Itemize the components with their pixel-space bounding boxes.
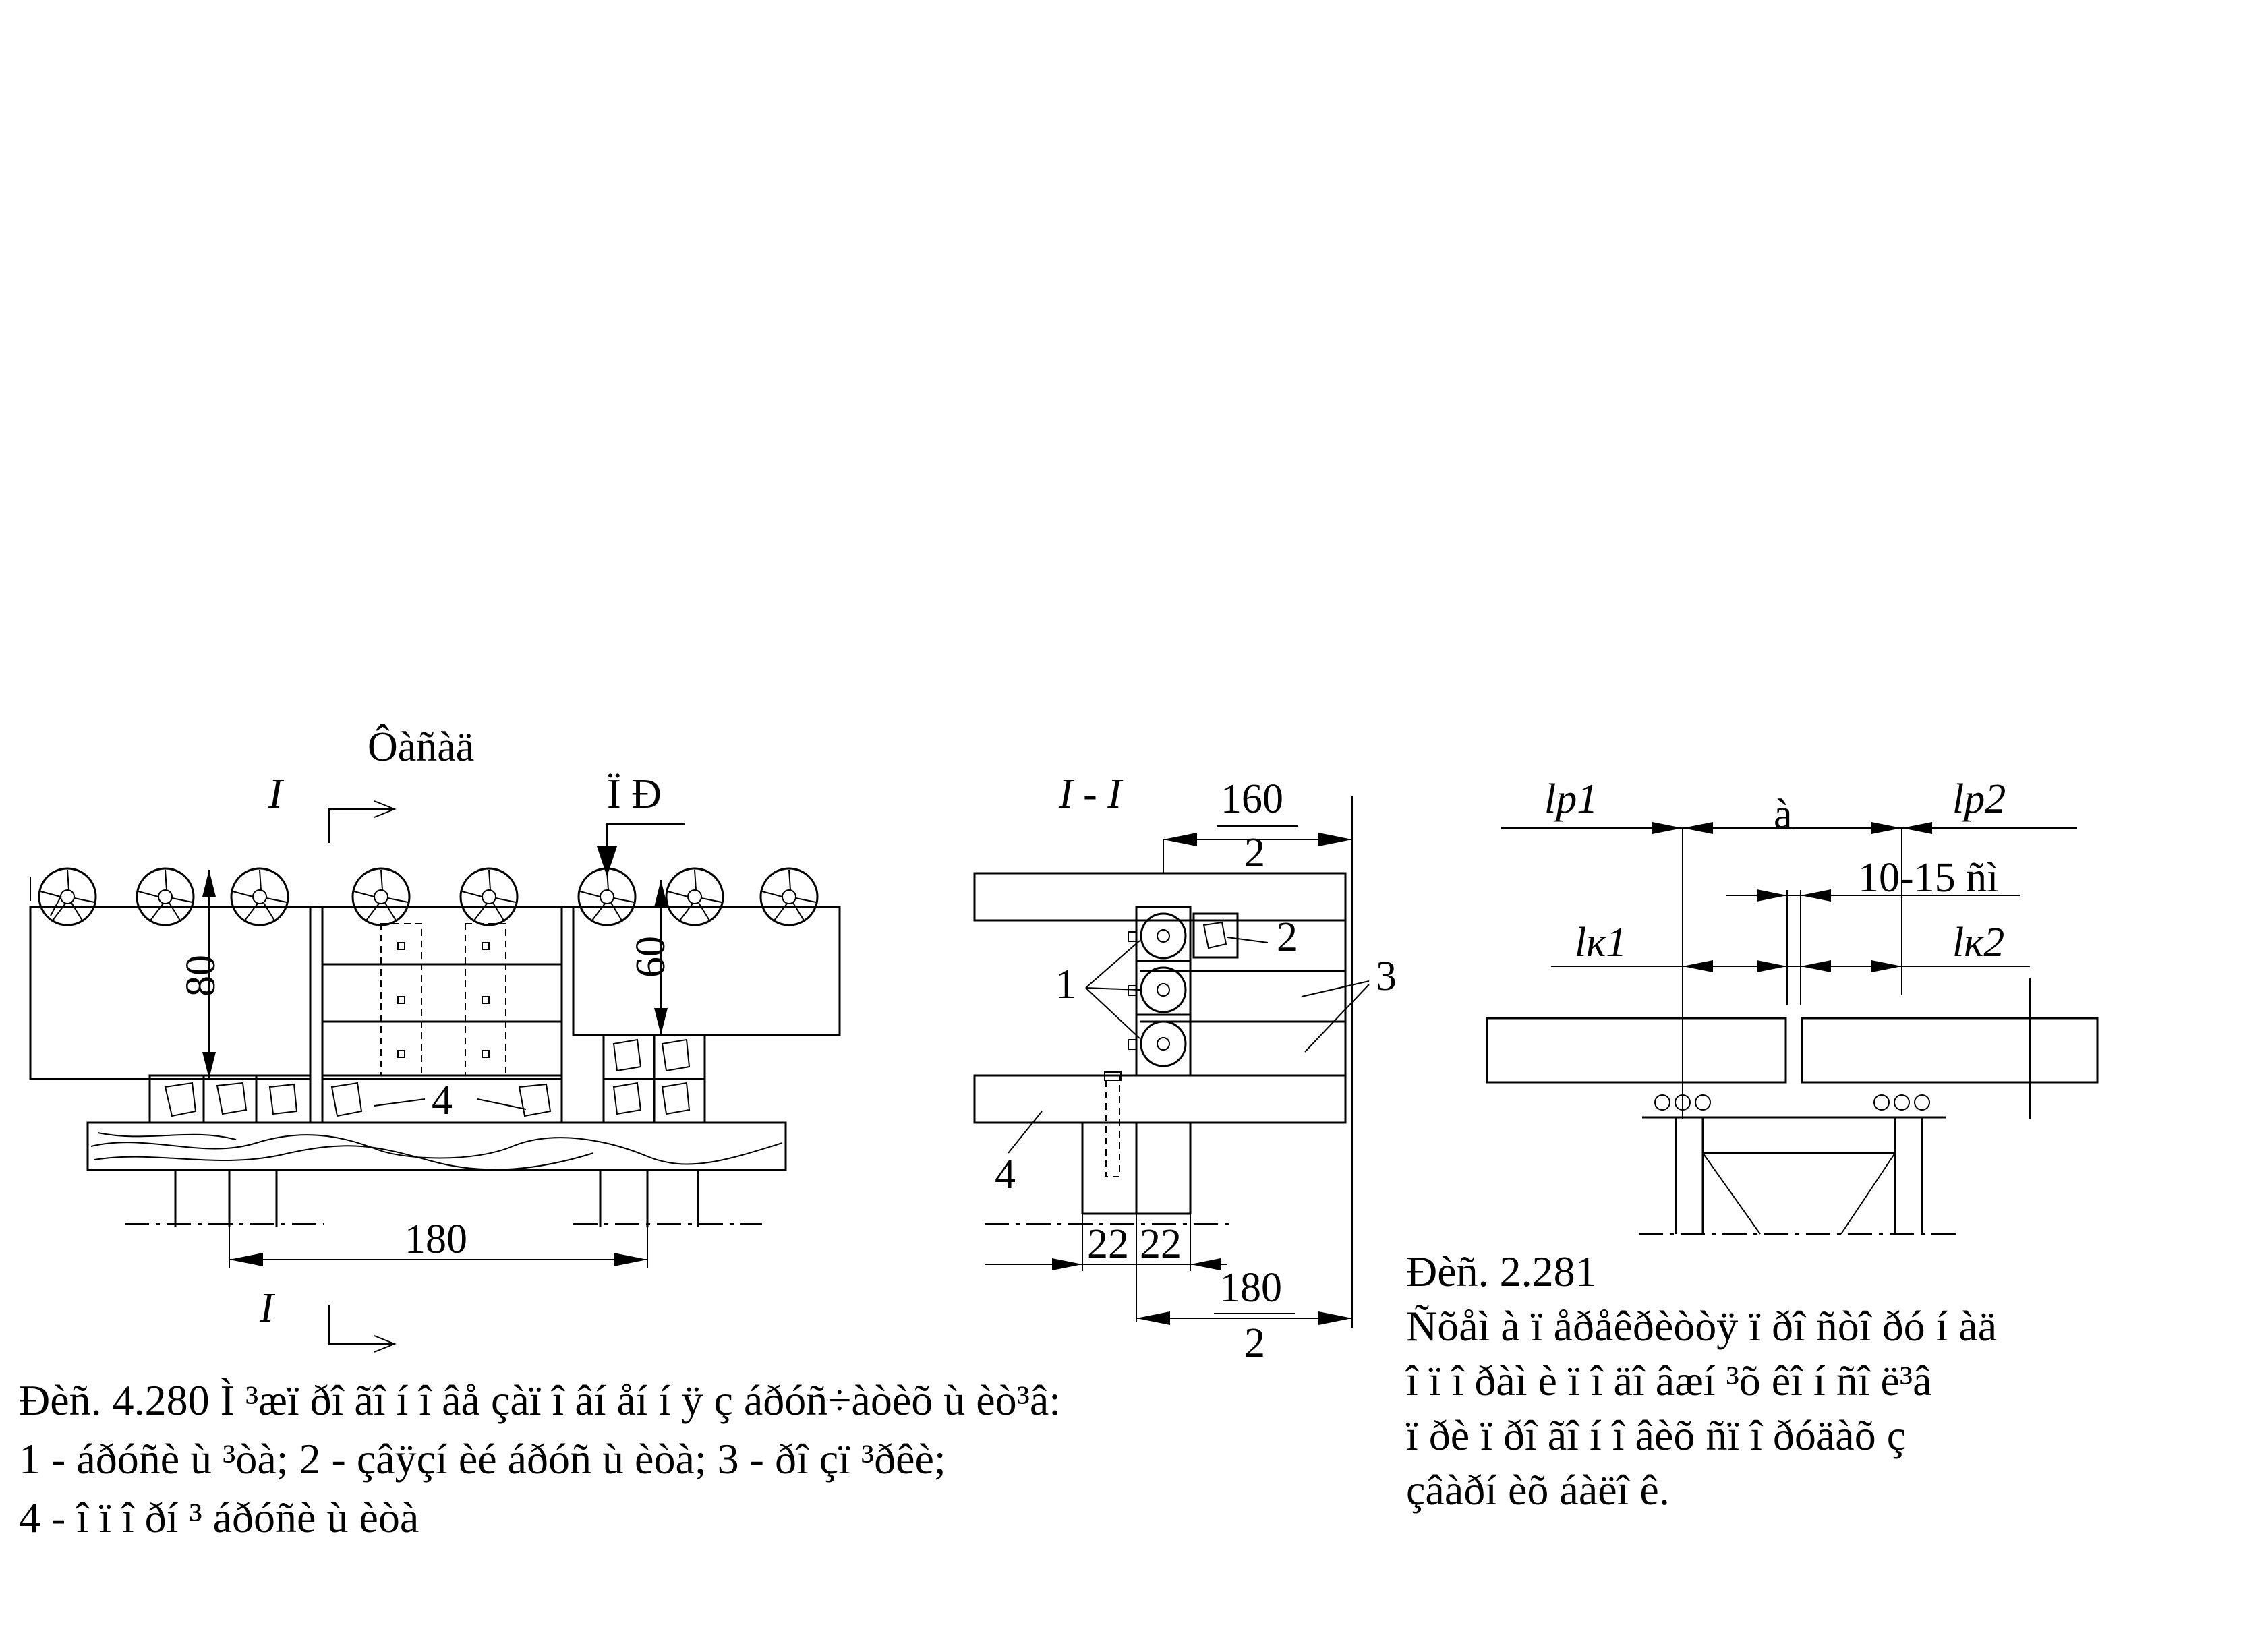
dim-60-text: 60 <box>628 936 674 978</box>
callout-4-section: 4 <box>995 1152 1016 1198</box>
caption-fig-2281-line-1: Ðèñ. 2.281 <box>1406 1247 1597 1295</box>
dim-160-num: 160 <box>1221 776 1283 822</box>
pr-leader <box>607 824 685 851</box>
dim-180-num: 180 <box>1219 1265 1282 1311</box>
girder-left <box>1487 1018 1786 1082</box>
dim-80-text: 80 <box>178 955 224 997</box>
callout-2-section: 2 <box>1277 914 1298 960</box>
span-scheme <box>1405 776 2097 1514</box>
caption-fig-2281-line-4: ï ðè ï ðî ãî í î âèõ ñï î ðóäàõ ç <box>1406 1411 1907 1459</box>
caption-fig-4280-line-1: Ðèñ. 4.280 Ì ³æï ðî ãî í î âå çàï î âí åí í ÿ ç áðóñ÷àòèõ ù èò³â: <box>19 1376 1061 1424</box>
label-lp1: lp1 <box>1544 776 1598 822</box>
section-arrow-bottom <box>329 1305 395 1344</box>
caption-fig-2281-line-5: çâàðí èõ áàëî ê. <box>1406 1466 1670 1514</box>
section-title: I - I <box>1059 771 1122 817</box>
dim-22-a: 22 <box>1087 1221 1129 1267</box>
dim-160-den: 2 <box>1244 830 1265 876</box>
facade-view <box>19 724 1061 1541</box>
callout-1-section: 1 <box>1055 962 1076 1007</box>
bottom-beam <box>974 1075 1345 1123</box>
dim-180-den: 2 <box>1244 1320 1265 1366</box>
middle-crib-stack <box>322 907 562 1079</box>
log-row <box>39 868 817 925</box>
label-lp2: lp2 <box>1952 776 2006 822</box>
caption-fig-2281-line-3: î ï î ðàì è ï î äî âæí ³õ êî í ñî ë³â <box>1406 1357 1932 1405</box>
dim-180-text: 180 <box>405 1216 467 1262</box>
caption-fig-2281-line-2: Ñõåì à ï åðåêðèòòÿ ï ðî ñòî ðó í àä <box>1406 1302 1998 1350</box>
dim-22-b: 22 <box>1140 1221 1182 1267</box>
section-mark-top: I <box>268 771 283 817</box>
right-retaining-block <box>573 907 840 1035</box>
label-lk2: lк2 <box>1952 920 2005 966</box>
section-mark-bottom: I <box>260 1285 274 1331</box>
girder-right <box>1802 1018 2097 1082</box>
label-lk1: lк1 <box>1575 920 1627 966</box>
label-gap: 10-15 ñì <box>1858 855 1999 901</box>
section-arrow-top <box>329 809 395 843</box>
callout-3-section: 3 <box>1376 953 1397 999</box>
pr-label: Ï Ð <box>607 771 662 817</box>
label-a: à <box>1774 792 1793 837</box>
facade-title: Ôàñàä <box>368 724 475 770</box>
callout-4-facade: 4 <box>432 1078 453 1123</box>
caption-fig-4280-line-2: 1 - áðóñè ù ³òà; 2 - çâÿçí èé áðóñ ù èòà; 3 - ðî çï ³ðêè; <box>19 1435 946 1483</box>
left-retaining-block <box>30 907 310 1079</box>
section-view <box>974 771 1397 1366</box>
caption-fig-4280-line-3: 4 - î ï î ðí ³ áðóñè ù èòà <box>19 1494 419 1541</box>
